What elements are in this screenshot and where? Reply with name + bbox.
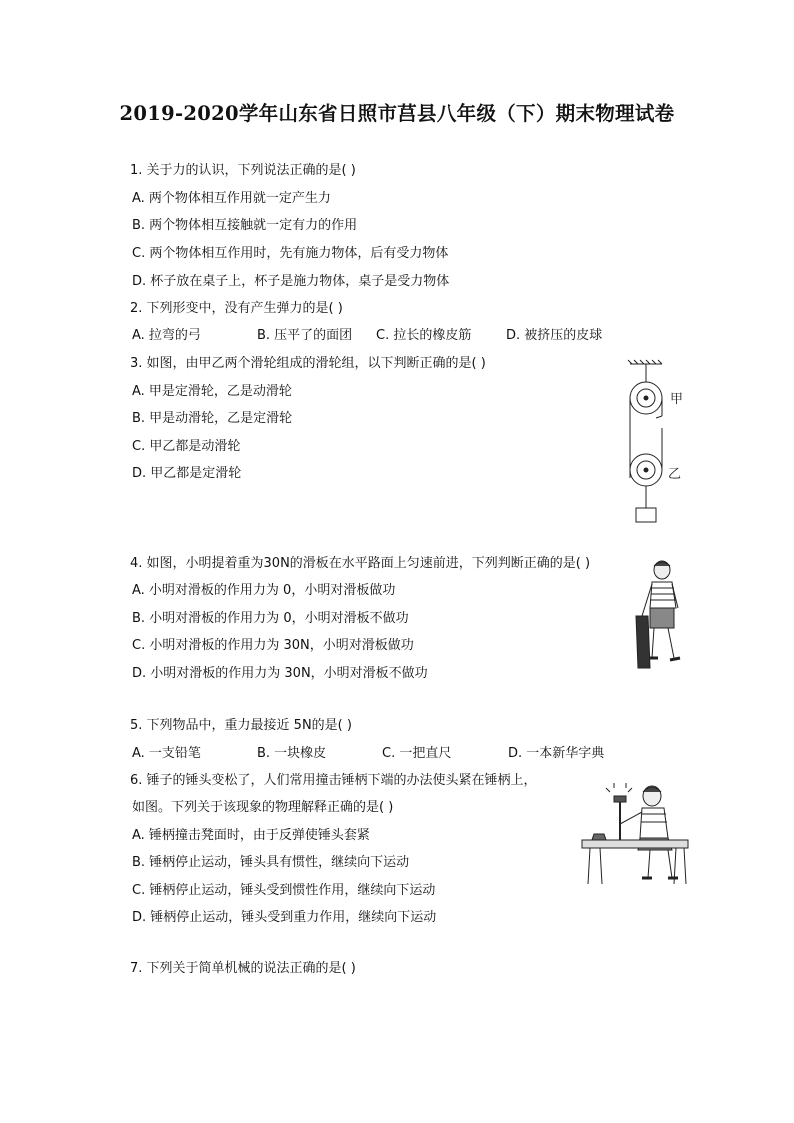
question-7-stem: 7. 下列关于简单机械的说法正确的是( ) — [130, 961, 356, 976]
question-3-option-a: A. 甲是定滑轮，乙是动滑轮 — [132, 384, 292, 399]
question-6-option-d: D. 锤柄停止运动，锤头受到重力作用，继续向下运动 — [132, 910, 437, 925]
question-6-stem: 6. 锤子的锤头变松了，人们常用撞击锤柄下端的办法使头紧在锤柄上， — [130, 773, 537, 788]
hammer-bench-figure — [580, 778, 692, 890]
question-2-option-d: D. 被挤压的皮球 — [506, 328, 603, 343]
question-1-option-d: D. 杯子放在桌子上，杯子是施力物体，桌子是受力物体 — [132, 274, 450, 289]
question-3-stem: 3. 如图，由甲乙两个滑轮组成的滑轮组，以下判断正确的是( ) — [130, 356, 486, 371]
question-2-stem: 2. 下列形变中，没有产生弹力的是( ) — [130, 301, 343, 316]
question-2-option-a: A. 拉弯的弓 — [132, 328, 201, 343]
question-1-option-a: A. 两个物体相互作用就一定产生力 — [132, 191, 331, 206]
question-1-option-b: B. 两个物体相互接触就一定有力的作用 — [132, 218, 358, 233]
question-3-option-c: C. 甲乙都是动滑轮 — [132, 439, 241, 454]
question-5-option-a: A. 一支铅笔 — [132, 746, 201, 761]
question-6-option-b: B. 锤柄停止运动，锤头具有惯性，继续向下运动 — [132, 855, 410, 870]
question-6-option-a: A. 锤柄撞击凳面时，由于反弹使锤头套紧 — [132, 828, 370, 843]
pulley-figure — [618, 358, 698, 528]
question-3-option-b: B. 甲是动滑轮，乙是定滑轮 — [132, 411, 293, 426]
question-4-stem: 4. 如图，小明提着重为30N的滑板在水平路面上匀速前进，下列判断正确的是( ) — [130, 556, 591, 571]
question-4-option-d: D. 小明对滑板的作用力为 30N，小明对滑板不做功 — [132, 666, 428, 681]
question-5-stem: 5. 下列物品中，重力最接近 5N的是( ) — [130, 718, 352, 733]
question-5-option-c: C. 一把直尺 — [382, 746, 452, 761]
question-5-option-d: D. 一本新华字典 — [508, 746, 605, 761]
question-4-option-a: A. 小明对滑板的作用力为 0，小明对滑板做功 — [132, 583, 396, 598]
pulley-label-yi: 乙 — [668, 467, 682, 482]
question-6-option-c: C. 锤柄停止运动，锤头受到惯性作用，继续向下运动 — [132, 883, 436, 898]
pulley-label-jia: 甲 — [670, 392, 684, 407]
question-2-option-b: B. 压平了的面团 — [257, 328, 353, 343]
question-4-option-b: B. 小明对滑板的作用力为 0，小明对滑板不做功 — [132, 611, 409, 626]
question-1-option-c: C. 两个物体相互作用时，先有施力物体，后有受力物体 — [132, 246, 449, 261]
page-title: 2019-2020学年山东省日照市莒县八年级（下）期末物理试卷 — [119, 102, 675, 125]
question-4-option-c: C. 小明对滑板的作用力为 30N，小明对滑板做功 — [132, 638, 414, 653]
question-1-stem: 1. 关于力的认识，下列说法正确的是( ) — [130, 163, 356, 178]
question-2-option-c: C. 拉长的橡皮筋 — [376, 328, 472, 343]
question-6-stem-continued: 如图。下列关于该现象的物理解释正确的是( ) — [132, 800, 394, 815]
question-3-option-d: D. 甲乙都是定滑轮 — [132, 466, 242, 481]
question-5-option-b: B. 一块橡皮 — [257, 746, 327, 761]
boy-with-skateboard-figure — [634, 558, 690, 676]
